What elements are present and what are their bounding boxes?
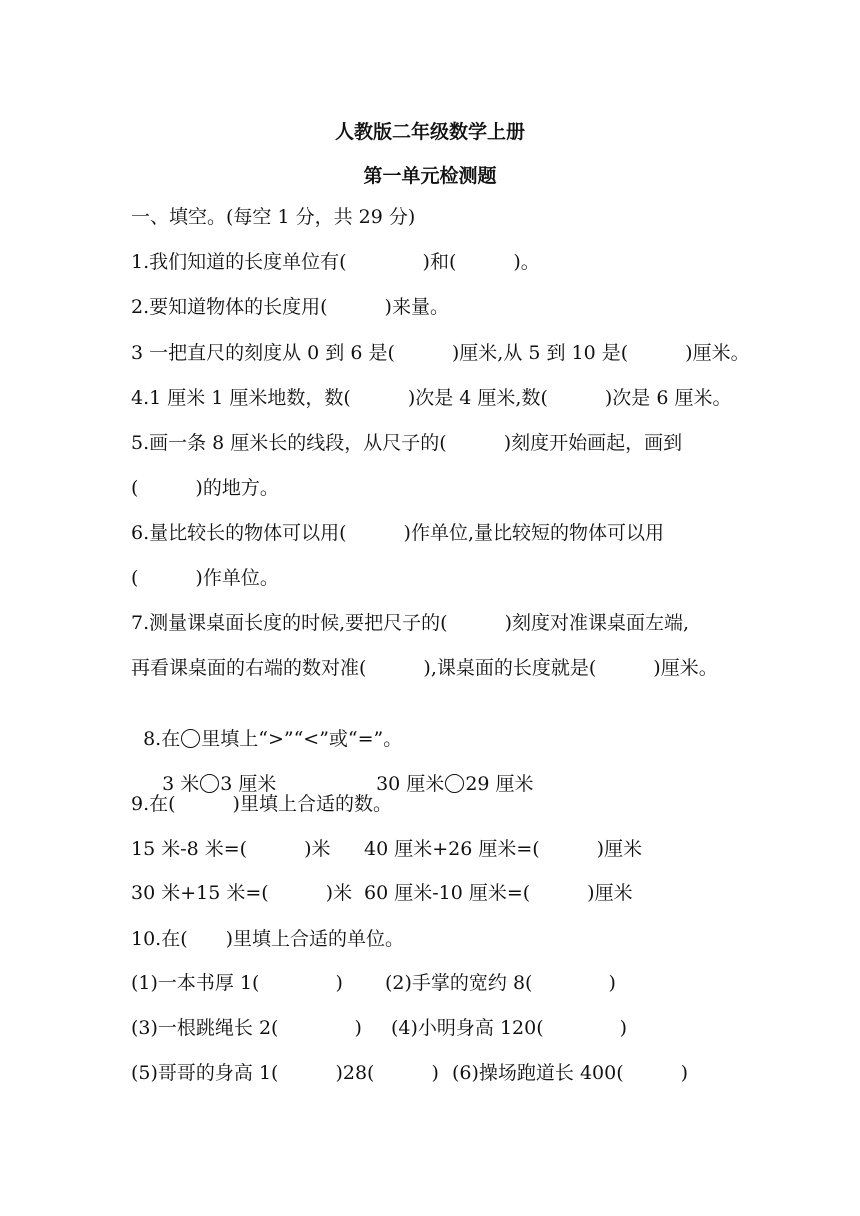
- q8a-left: 3 米: [162, 773, 200, 795]
- circle-blank-icon: [200, 774, 219, 793]
- question-8-item-b: [364, 748, 534, 796]
- question-5-line-2: ( )的地方。: [131, 477, 279, 499]
- question-9: 9.在( )里填上合适的数。: [131, 793, 392, 815]
- q8b-right: 29 厘米: [465, 773, 534, 795]
- question-10-item-6: (6)操场跑道长 400( ): [452, 1062, 689, 1084]
- question-8-prefix: 8.在: [143, 728, 181, 750]
- question-10-item-5: (5)哥哥的身高 1( )28( ): [131, 1062, 439, 1084]
- question-2: 2.要知道物体的长度用( )来量。: [131, 296, 449, 318]
- document-title: 人教版二年级数学上册: [334, 121, 525, 143]
- question-10-item-3: (3)一根跳绳长 2( ): [131, 1017, 362, 1039]
- question-10-item-2: (2)手掌的宽约 8( ): [385, 972, 616, 994]
- question-1: 1.我们知道的长度单位有( )和( )。: [131, 251, 540, 273]
- question-8-instruction: 里填上“>”“<”或“=”。: [201, 728, 403, 750]
- question-6-line-2: ( )作单位。: [131, 567, 279, 589]
- question-8: [131, 703, 402, 751]
- question-10: 10.在( )里填上合适的单位。: [131, 928, 405, 950]
- circle-blank-icon: [445, 774, 464, 793]
- section-heading: 一、填空。(每空 1 分，共 29 分): [131, 206, 416, 228]
- question-5-line-1: 5.画一条 8 厘米长的线段，从尺子的( )刻度开始画起，画到: [131, 432, 683, 454]
- question-3: 3 一把直尺的刻度从 0 到 6 是( )厘米,从 5 到 10 是( )厘米。: [131, 342, 750, 364]
- question-9-item-3: 30 米+15 米=( )米: [131, 882, 353, 904]
- question-10-item-4: (4)小明身高 120( ): [391, 1017, 628, 1039]
- q8b-left: 30 厘米: [376, 773, 445, 795]
- question-9-item-4: 60 厘米-10 厘米=( )厘米: [364, 882, 633, 904]
- q8a-right: 3 厘米: [220, 773, 277, 795]
- circle-blank-icon: [181, 729, 200, 748]
- question-6-line-1: 6.量比较长的物体可以用( )作单位,量比较短的物体可以用: [131, 522, 664, 544]
- question-7-line-2: 再看课桌面的右端的数对准( ),课桌面的长度就是( )厘米。: [131, 657, 718, 679]
- question-7-line-1: 7.测量课桌面长度的时候,要把尺子的( )刻度对准课桌面左端,: [131, 612, 690, 634]
- document-subtitle: 第一单元检测题: [363, 165, 497, 187]
- question-4: 4.1 厘米 1 厘米地数，数( )次是 4 厘米,数( )次是 6 厘米。: [131, 387, 732, 409]
- question-9-item-2: 40 厘米+26 厘米=( )厘米: [364, 838, 643, 860]
- question-9-item-1: 15 米-8 米=( )米: [131, 838, 331, 860]
- question-8-item-a: [150, 748, 276, 796]
- question-10-item-1: (1)一本书厚 1( ): [131, 972, 343, 994]
